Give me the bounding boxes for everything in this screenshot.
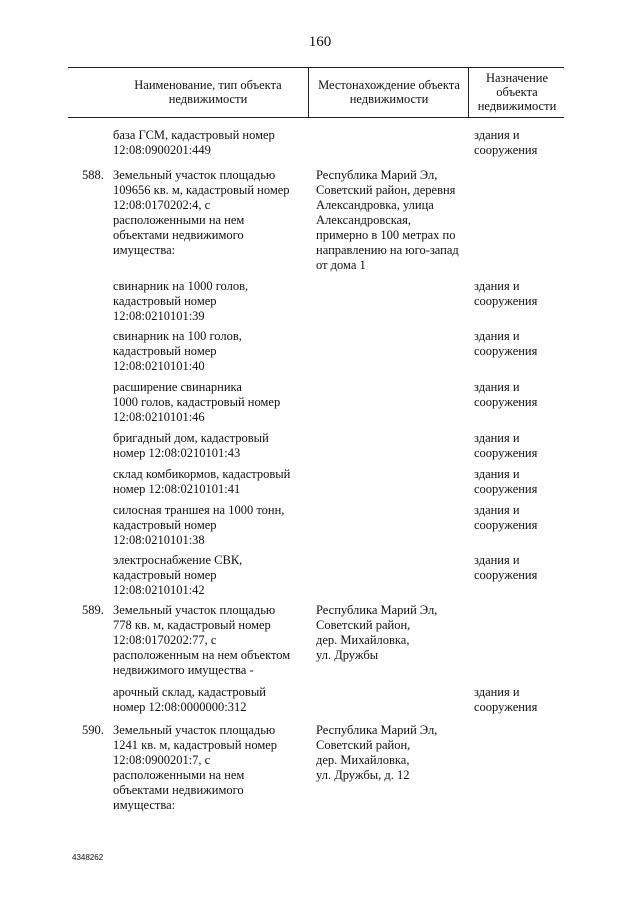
object-purpose: здания и сооружения (474, 380, 538, 409)
table-header-top-rule (68, 67, 564, 68)
object-name: Земельный участок площадью 109656 кв. м, кадастровый номер 12:08:0170202:4, с расположенными на нем объектами недвижимого имущества: (113, 168, 290, 257)
object-purpose: здания и сооружения (474, 553, 538, 582)
object-name: Земельный участок площадью 1241 кв. м, кадастровый номер 12:08:0900201:7, с расположенными на нем объектами недвижимого имущества: (113, 723, 278, 812)
object-name: расширение свинарника 1000 голов, кадастровый номер 12:08:0210101:46 (113, 380, 281, 424)
header-purpose: Назначение объекта недвижимости (477, 71, 557, 113)
object-name: Земельный участок площадью 778 кв. м, кадастровый номер 12:08:0170202:77, с расположенным на нем объектом недвижимого имущества - (113, 603, 291, 677)
row-number: 589. (82, 603, 104, 617)
object-purpose: здания и сооружения (474, 329, 538, 358)
object-name: арочный склад, кадастровый номер 12:08:0000000:312 (113, 685, 266, 714)
column-divider (308, 67, 309, 117)
row-number: 588. (82, 168, 104, 182)
object-purpose: здания и сооружения (474, 128, 538, 157)
object-location: Республика Марий Эл, Советский район, деревня Александровка, улица Александровская, примерно в 100 метрах по направлению на юго-запад от дома 1 (316, 168, 459, 272)
object-location: Республика Марий Эл, Советский район, дер. Михайловка, ул. Дружбы (316, 603, 438, 662)
object-name: склад комбикормов, кадастровый номер 12:08:0210101:41 (113, 467, 291, 496)
header-location: Местонахождение объекта недвижимости (318, 78, 460, 106)
object-purpose: здания и сооружения (474, 431, 538, 460)
object-purpose: здания и сооружения (474, 467, 538, 496)
object-name: бригадный дом, кадастровый номер 12:08:0210101:43 (113, 431, 269, 460)
object-name: свинарник на 100 голов, кадастровый номер 12:08:0210101:40 (113, 329, 242, 373)
object-name: силосная траншея на 1000 тонн, кадастровый номер 12:08:0210101:38 (113, 503, 285, 547)
object-purpose: здания и сооружения (474, 279, 538, 308)
object-location: Республика Марий Эл, Советский район, дер. Михайловка, ул. Дружбы, д. 12 (316, 723, 438, 782)
object-purpose: здания и сооружения (474, 503, 538, 532)
object-name: база ГСМ, кадастровый номер 12:08:0900201:449 (113, 128, 275, 157)
object-name: свинарник на 1000 голов, кадастровый номер 12:08:0210101:39 (113, 279, 249, 323)
object-purpose: здания и сооружения (474, 685, 538, 714)
document-code: 4348262 (72, 853, 104, 862)
page-number: 160 (308, 34, 332, 50)
row-number: 590. (82, 723, 104, 737)
column-divider (468, 67, 469, 117)
table-header-bottom-rule (68, 117, 564, 118)
header-name-type: Наименование, тип объекта недвижимости (134, 78, 282, 106)
object-name: электроснабжение СВК, кадастровый номер 12:08:0210101:42 (113, 553, 243, 597)
